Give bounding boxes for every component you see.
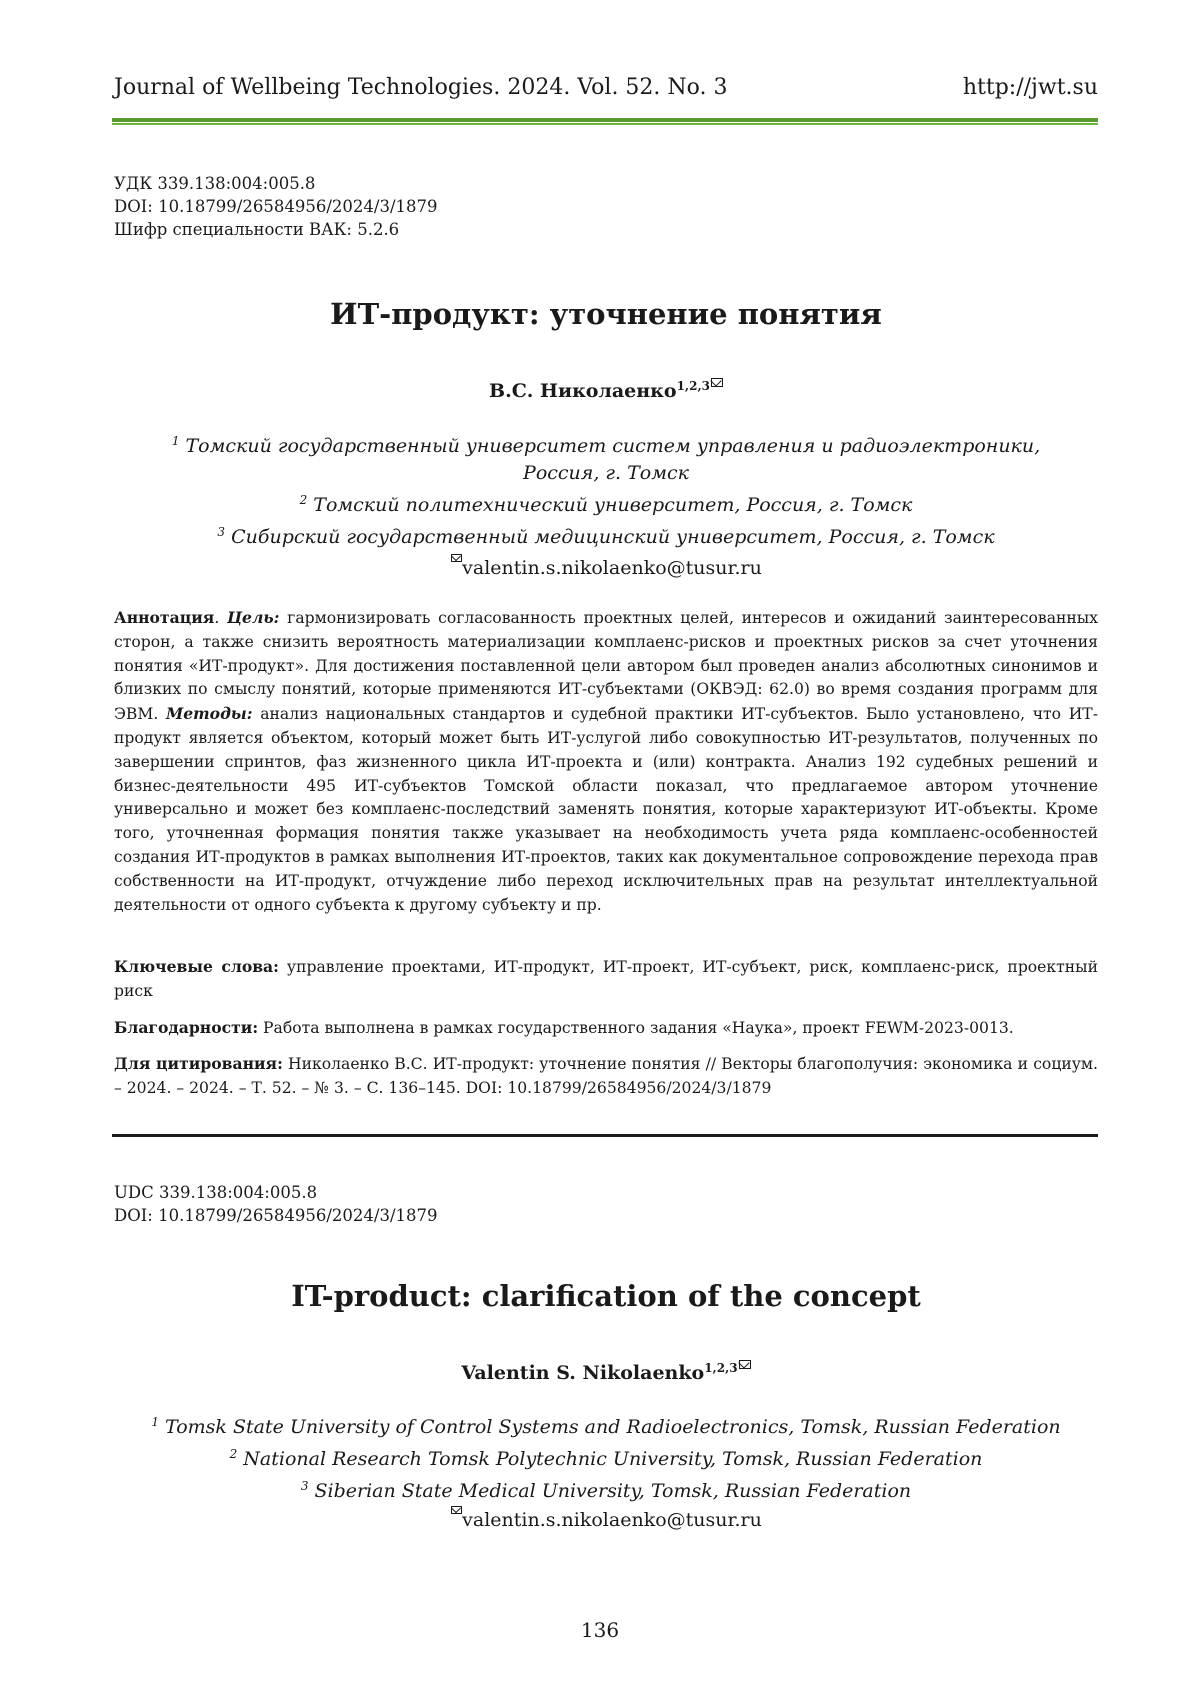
affil-sup: 1 xyxy=(151,1415,159,1429)
ru-email xyxy=(114,554,1098,581)
journal-url[interactable]: http://jwt.su xyxy=(962,74,1098,100)
affil-sup: 1 xyxy=(171,434,180,448)
ru-affiliations xyxy=(114,428,1098,551)
en-email xyxy=(114,1506,1098,1533)
en-author-name: Valentin S. Nikolaenko xyxy=(461,1362,705,1384)
ru-affiliation-1 xyxy=(114,428,1098,460)
keywords-label: Ключевые слова: xyxy=(114,957,279,976)
ru-acknowledgements xyxy=(114,1016,1098,1041)
ru-email-link[interactable]: valentin.s.nikolaenko@tusur.ru xyxy=(462,557,762,579)
acknowledgements-text: Работа выполнена в рамках государственного задания «Наука», проект FEWM-2023-0013. xyxy=(263,1019,1014,1037)
envelope-icon xyxy=(451,1506,462,1514)
abstract-goal-text: гармонизировать согласованность проектных целей, интересов и ожиданий заинтересованных сторон, а также снизить вероятность материализации комплаенс-рисков и проектных рисков за счет уточнения понятия «ИТ-продукт». Для достижения поставленной цели автором был проведен анализ абсолютных синонимов и близких по смыслу понятий, которые применяются ИТ-субъектами (ОКВЭД: 62.0) во время создания программ для ЭВМ. xyxy=(114,609,1098,724)
ru-meta xyxy=(114,172,438,241)
citation-text: Николаенко В.С. ИТ-продукт: уточнение понятия // Векторы благополучия: экономика и социум. – 2024. – 2024. – Т. 52. – № 3. – С. 136–145. DOI: 10.18799/26584956/2024/3/1879 xyxy=(114,1055,1098,1097)
affil-sup: 3 xyxy=(300,1479,309,1493)
envelope-icon xyxy=(451,554,462,562)
affil-sup: 2 xyxy=(299,493,308,507)
abstract-methods-text: анализ национальных стандартов и судебной практики ИТ-субъектов. Было установлено, что ИТ-продукт является объектом, который может быть ИТ-услугой либо совокупностью ИТ-результатов, полученных по завершении спринтов, фаз жизненного цикла ИТ-проекта и (или) контракта. Анализ 192 судебных решений и бизнес-деятельности 495 ИТ-субъектов Томской области показал, что предлагаемое автором уточнение универсально и может без комплаенс-последствий заменять понятия, которые характеризуют ИТ-объекты. Кроме того, уточненная формация понятия также указывает на необходимость учета ряда комплаенс-особенностей создания ИТ-продуктов в рамках выполнения ИТ-проектов, таких как документальное сопровождение перехода прав собственности на ИТ-продукт, отчуждение либо переход исключительных прав на результат интеллектуальной деятельности от одного субъекта к другому субъекту и пр. xyxy=(114,705,1098,914)
en-affiliations xyxy=(114,1409,1098,1505)
en-meta xyxy=(114,1181,438,1227)
affil-text: Tomsk State University of Control Systems and Radioelectronics, Tomsk, Russian Federation xyxy=(165,1416,1061,1438)
envelope-icon xyxy=(711,378,723,387)
affil-text: Томский политехнический университет, Россия, г. Томск xyxy=(313,494,913,516)
en-affiliation-2 xyxy=(114,1441,1098,1473)
abstract-methods-label: Методы: xyxy=(165,704,253,724)
header-rule xyxy=(112,118,1098,122)
section-divider xyxy=(112,1134,1098,1137)
ru-affiliation-2 xyxy=(114,487,1098,519)
header-rule-secondary xyxy=(112,123,1098,125)
en-affiliation-3 xyxy=(114,1473,1098,1505)
ru-specialty-code: Шифр специальности ВАК: 5.2.6 xyxy=(114,220,400,239)
en-udc: UDC 339.138:004:005.8 xyxy=(114,1183,318,1202)
affil-text: National Research Tomsk Polytechnic University, Tomsk, Russian Federation xyxy=(243,1448,983,1470)
ru-author-affil-sup: 1,2,3 xyxy=(676,379,710,393)
ru-affiliation-3 xyxy=(114,519,1098,551)
ru-abstract: Аннотация. Цель: гармонизировать согласованность проектных целей, интересов и ожиданий заинтересованных сторон, а также снизить вероятность материализации комплаенс-рисков и проектных рисков за счет уточнения понятия «ИТ-продукт». Для достижения поставленной цели автором был проведен анализ абсолютных синонимов и близких по смыслу понятий, которые применяются ИТ-субъектами (ОКВЭД: 62.0) во время создания программ для ЭВМ. Методы: анализ национальных стандартов и судебной практики ИТ-субъектов. Было установлено, что ИТ-продукт является объектом, который может быть ИТ-услугой либо совокупностью ИТ-результатов, полученных по завершении спринтов, фаз жизненного цикла ИТ-проекта и (или) контракта. Анализ 192 судебных решений и бизнес-деятельности 495 ИТ-субъектов Томской области показал, что предлагаемое автором уточнение универсально и может без комплаенс-последствий заменять понятия, которые характеризуют ИТ-объекты. Кроме того, уточненная формация понятия также указывает на необходимость учета ряда комплаенс-особенностей создания ИТ-продуктов в рамках выполнения ИТ-проектов, таких как документальное сопровождение перехода прав собственности на ИТ-продукт, отчуждение либо переход исключительных прав на результат интеллектуальной деятельности от одного субъекта к другому субъекту и пр. xyxy=(114,608,1098,914)
ru-author xyxy=(114,373,1098,404)
en-affiliation-1 xyxy=(114,1409,1098,1441)
en-email-link[interactable]: valentin.s.nikolaenko@tusur.ru xyxy=(462,1509,762,1531)
ru-udk: УДК 339.138:004:005.8 xyxy=(114,174,316,193)
en-doi: DOI: 10.18799/26584956/2024/3/1879 xyxy=(114,1206,438,1225)
ru-doi: DOI: 10.18799/26584956/2024/3/1879 xyxy=(114,197,438,216)
ru-affiliation-1-cont xyxy=(114,460,1098,487)
en-article-title: IT-product: clarification of the concept xyxy=(291,1279,921,1313)
abstract-label: Аннотация xyxy=(114,608,215,627)
affil-text: Siberian State Medical University, Tomsk, Russian Federation xyxy=(314,1480,912,1502)
envelope-icon xyxy=(739,1360,751,1369)
en-author xyxy=(114,1355,1098,1386)
ru-keywords xyxy=(114,955,1098,1004)
affil-text: Томский государственный университет систем управления и радиоэлектроники, xyxy=(185,435,1041,457)
affil-sup: 3 xyxy=(217,525,226,539)
en-author-affil-sup: 1,2,3 xyxy=(704,1361,738,1375)
ru-article-title: ИТ-продукт: уточнение понятия xyxy=(330,297,882,331)
acknowledgements-label: Благодарности: xyxy=(114,1018,259,1037)
affil-text: Россия, г. Томск xyxy=(523,462,689,484)
keywords-text: управление проектами, ИТ-продукт, ИТ-проект, ИТ-субъект, риск, комплаенс-риск, проектный риск xyxy=(114,958,1098,1000)
ru-citation xyxy=(114,1052,1098,1101)
page-number: 136 xyxy=(580,1618,620,1642)
running-header xyxy=(114,72,1098,102)
affil-sup: 2 xyxy=(229,1447,238,1461)
ru-author-name: В.С. Николаенко xyxy=(489,380,677,402)
abstract-goal-label: Цель: xyxy=(226,608,280,627)
affil-text: Сибирский государственный медицинский университет, Россия, г. Томск xyxy=(231,526,995,548)
journal-title: Journal of Wellbeing Technologies. 2024. Vol. 52. No. 3 xyxy=(114,74,728,100)
citation-label: Для цитирования: xyxy=(114,1054,283,1073)
